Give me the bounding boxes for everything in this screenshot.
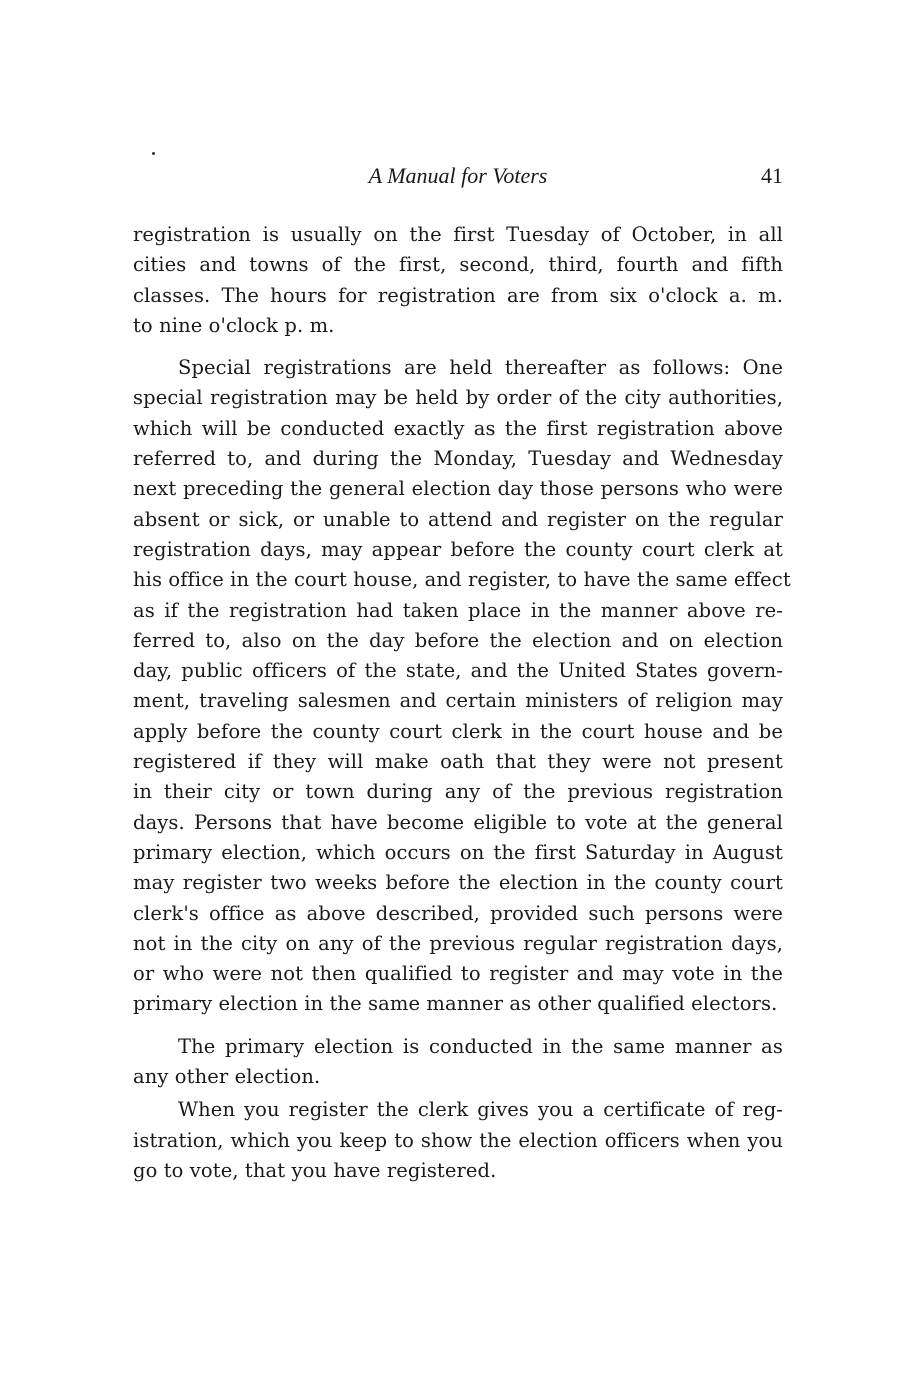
text-line: or who were not then qualified to register and may vote in the — [133, 962, 783, 986]
page-number: 41 — [761, 163, 783, 188]
text-line: which will be conducted exactly as the first registration above — [133, 416, 783, 440]
text-line: to nine o'clock p. m. — [133, 313, 335, 337]
paragraph — [133, 353, 791, 1020]
text-line: registered if they will make oath that they were not present — [133, 750, 783, 774]
text-line: apply before the county court clerk in the court house and be — [133, 719, 783, 743]
text-line: registration days, may appear before the county court clerk at — [133, 537, 783, 561]
text-line: When you register the clerk gives you a certificate of reg- — [178, 1098, 783, 1122]
ink-speck — [152, 152, 155, 155]
text-line: any other election. — [133, 1065, 321, 1089]
text-line: The primary election is conducted in the same manner as — [178, 1034, 783, 1058]
text-line: may register two weeks before the election in the county court — [133, 871, 783, 895]
text-line: his office in the court house, and register, to have the same effect — [133, 568, 791, 592]
text-line: as if the registration had taken place in the manner above re- — [133, 598, 783, 622]
text-line: next preceding the general election day those persons who were — [133, 477, 783, 501]
text-line: go to vote, that you have registered. — [133, 1158, 497, 1182]
text-line: referred to, and during the Monday, Tuesday and Wednesday — [133, 447, 783, 471]
text-line: istration, which you keep to show the election officers when you — [133, 1128, 783, 1152]
page-body — [133, 220, 791, 1198]
text-line: ment, traveling salesmen and certain ministers of religion may — [133, 689, 783, 713]
text-line: not in the city on any of the previous regular registration days, — [133, 931, 783, 955]
running-title: A Manual for Voters — [368, 163, 548, 188]
text-line: days. Persons that have become eligible to vote at the general — [133, 810, 783, 834]
text-line: primary election, which occurs on the first Saturday in August — [133, 840, 783, 864]
running-header — [133, 163, 783, 193]
text-line: in their city or town during any of the previous registration — [133, 780, 783, 804]
text-line: primary election in the same manner as other qualified electors. — [133, 992, 778, 1016]
text-line: special registration may be held by order of the city authorities, — [133, 386, 783, 410]
paragraph — [133, 220, 783, 341]
paragraph — [133, 1032, 783, 1093]
text-line: absent or sick, or unable to attend and register on the regular — [133, 507, 783, 531]
text-line: day, public officers of the state, and the United States govern- — [133, 659, 783, 683]
text-line: Special registrations are held thereafter as follows: One — [178, 356, 783, 380]
text-line: clerk's office as above described, provided such persons were — [133, 901, 783, 925]
text-line: cities and towns of the first, second, third, fourth and fifth — [133, 253, 783, 277]
text-line: ferred to, also on the day before the election and on election — [133, 628, 783, 652]
paragraph — [133, 1095, 783, 1186]
text-line: classes. The hours for registration are from six o'clock a. m. — [133, 283, 783, 307]
text-line: registration is usually on the first Tuesday of October, in all — [133, 223, 783, 246]
